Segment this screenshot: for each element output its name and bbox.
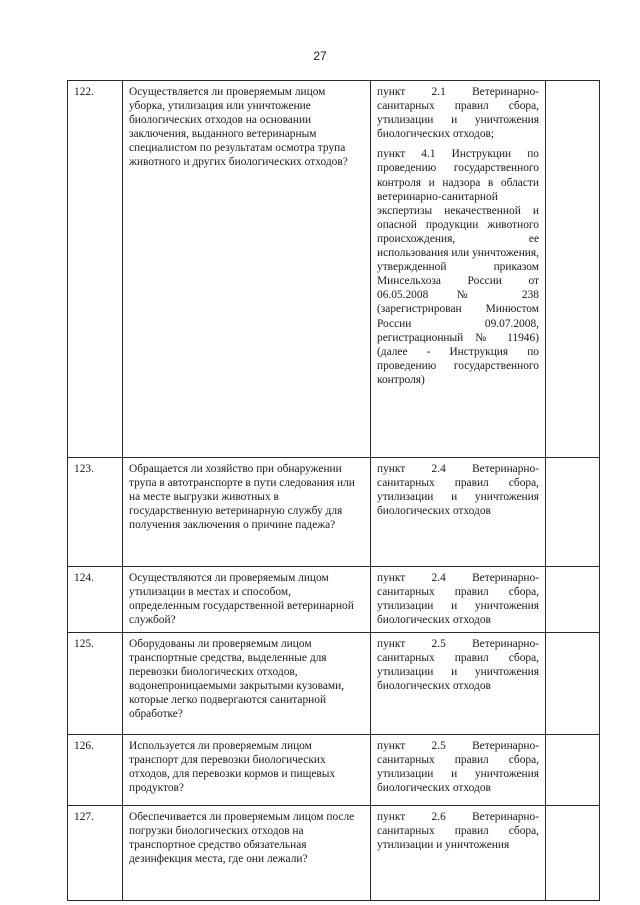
table-row xyxy=(68,735,600,806)
table-row xyxy=(68,81,600,458)
reference-cell xyxy=(371,81,546,458)
table-row xyxy=(68,458,600,567)
reference-text: пункт 2.6 Ветеринарно-санитарных правил сбора, утилизации и уничтожения xyxy=(377,811,539,852)
question-text: Используется ли проверяемым лицом транспорт для перевозки биологических отходов, для перевозки кормов и пищевых продуктов? xyxy=(129,740,336,795)
note-cell xyxy=(546,735,600,806)
note-cell xyxy=(546,806,600,901)
reference-text: пункт 2.5 Ветеринарно-санитарных правил сбора, утилизации и уничтожения биологических отходов xyxy=(377,740,539,795)
page-number: 27 xyxy=(313,49,327,63)
question-text: Осуществляется ли проверяемым лицом уборка, утилизация или уничтожение биологических отходов на основании заключения, выданного ветеринарным специалистом по результатам осмотра трупа животного и других биологических отходов? xyxy=(129,86,348,169)
checklist-table xyxy=(67,80,600,901)
row-number: 126. xyxy=(68,735,123,806)
question-cell xyxy=(123,458,371,567)
reference-text: пункт 2.1 Ветеринарно-санитарных правил сбора, утилизации и уничтожения биологических отходов; xyxy=(377,86,539,141)
note-cell xyxy=(546,567,600,633)
note-cell xyxy=(546,633,600,735)
reference-cell xyxy=(371,458,546,567)
note-cell xyxy=(546,81,600,458)
question-text: Обеспечивается ли проверяемым лицом после погрузки биологических отходов на транспортное средство обязательная дезинфекция места, где они лежали? xyxy=(129,811,355,866)
table-row xyxy=(68,567,600,633)
question-cell xyxy=(123,633,371,735)
question-cell xyxy=(123,806,371,901)
row-number: 123. xyxy=(68,458,123,567)
question-text: Осуществляются ли проверяемым лицом утилизации в местах и способом, определенным государственной ветеринарной службой? xyxy=(129,572,354,627)
note-cell xyxy=(546,458,600,567)
question-cell xyxy=(123,735,371,806)
question-cell xyxy=(123,567,371,633)
reference-text: пункт 2.5 Ветеринарно-санитарных правил сбора, утилизации и уничтожения биологических отходов xyxy=(377,638,539,693)
table-row xyxy=(68,633,600,735)
question-text: Обращается ли хозяйство при обнаружении трупа в автотранспорте в пути следования или на месте выгрузки животных в государственную ветеринарную службу для получения заключения о причине падежа? xyxy=(129,463,355,532)
question-cell xyxy=(123,81,371,458)
question-text: Оборудованы ли проверяемым лицом транспортные средства, выделенные для перевозки биологических отходов, водонепроницаемыми закрытыми кузовами, которые легко подвергаются санитарной обработке? xyxy=(129,638,345,721)
reference-text: пункт 2.4 Ветеринарно-санитарных правил сбора, утилизации и уничтожения биологических отходов xyxy=(377,463,539,518)
reference-cell xyxy=(371,806,546,901)
reference-cell xyxy=(371,567,546,633)
row-number: 127. xyxy=(68,806,123,901)
row-number: 124. xyxy=(68,567,123,633)
row-number: 125. xyxy=(68,633,123,735)
row-number: 122. xyxy=(68,81,123,458)
reference-cell xyxy=(371,735,546,806)
reference-cell xyxy=(371,633,546,735)
reference-text: пункт 4.1 Инструкции по проведению государственного контроля и надзора в области ветеринарно-санитарной экспертизы некачественной и опасной продукции животного происхождения, ее использования или уничтожения, утвержденной приказом Минсельхоза России от 06.05.2008 № 238 (зарегистрирован Минюстом России 09.07.2008, регистрационный № 11946) (далее - Инструкция по проведению государственного контроля) xyxy=(377,148,539,386)
reference-text: пункт 2.4 Ветеринарно-санитарных правил сбора, утилизации и уничтожения биологических отходов xyxy=(377,572,539,627)
table-row xyxy=(68,806,600,901)
